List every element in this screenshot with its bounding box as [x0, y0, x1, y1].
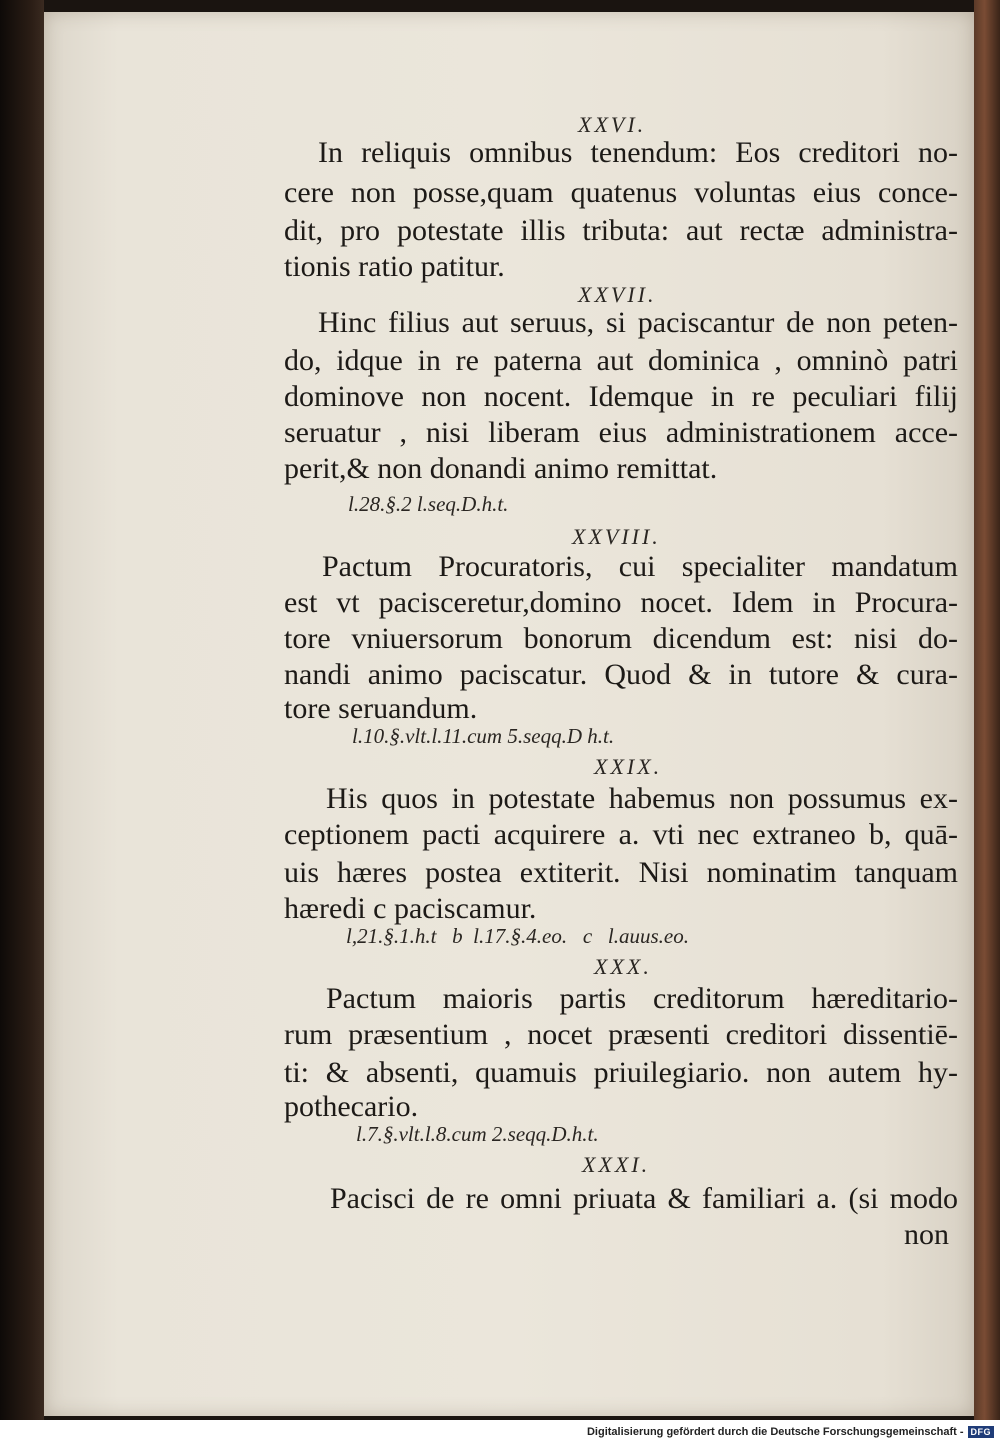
text-line: uis hæres postea extiterit. Nisi nominatim tanquam	[284, 856, 958, 889]
text-line: do, idque in re paterna aut dominica , omninò patri	[284, 344, 958, 377]
citation: l.10.§.vlt.l.11.cum 5.seqq.D h.t.	[352, 724, 615, 748]
text-line: Hinc filius aut seruus, si paciscantur de non peten-	[318, 306, 958, 339]
section-number: XXVI.	[578, 112, 647, 137]
section-number: XXXI.	[582, 1152, 651, 1177]
text-line: dit, pro potestate illis tributa: aut rectæ administra-	[284, 214, 958, 247]
book-cover-left-edge	[0, 0, 44, 1420]
text-line: nandi animo paciscatur. Quod & in tutore & cura-	[284, 658, 958, 691]
text-line: ti: & absenti, quamuis priuilegiario. non autem hy-	[284, 1056, 958, 1089]
text-line: hæredi c paciscamur.	[284, 892, 537, 925]
dfg-logo: DFG	[968, 1426, 995, 1438]
citation: l,21.§.1.h.t b l.17.§.4.eo. c l.auus.eo.	[346, 924, 689, 948]
text-line: His quos in potestate habemus non possumus ex-	[326, 782, 958, 815]
text-line: tionis ratio patitur.	[284, 250, 505, 283]
catchword: non	[904, 1218, 949, 1251]
text-line: pothecario.	[284, 1090, 419, 1123]
section-number: XXVIII.	[572, 524, 661, 549]
text-line: tore vniuersorum bonorum dicendum est: nisi do-	[284, 622, 958, 655]
text-line: cere non posse,quam quatenus voluntas eius conce-	[284, 176, 958, 209]
citation: l.28.§.2 l.seq.D.h.t.	[348, 492, 509, 516]
text-line: dominove non nocent. Idemque in re peculiari filij	[284, 380, 958, 413]
citation: l.7.§.vlt.l.8.cum 2.seqq.D.h.t.	[356, 1122, 599, 1146]
digitization-footer	[587, 1423, 994, 1441]
section-number: XXVII.	[578, 282, 657, 307]
section-number: XXIX.	[594, 754, 663, 779]
book-page	[44, 12, 974, 1416]
text-line: perit,& non donandi animo remittat.	[284, 452, 718, 485]
text-line: ceptionem pacti acquirere a. vti nec extraneo b, quā-	[284, 818, 958, 851]
text-line: seruatur , nisi liberam eius administrationem acce-	[284, 416, 958, 449]
text-line: rum præsentium , nocet præsenti creditori dissentiē-	[284, 1018, 958, 1051]
book-cover-right-edge	[974, 0, 1000, 1420]
text-line: Pactum Procuratoris, cui specialiter mandatum	[322, 550, 958, 583]
text-line: Pactum maioris partis creditorum hæreditario-	[326, 982, 958, 1015]
footer-text: Digitalisierung gefördert durch die Deutsche Forschungsgemeinschaft -	[586, 1426, 964, 1438]
section-number: XXX.	[594, 954, 652, 979]
text-line: In reliquis omnibus tenendum: Eos creditori no-	[318, 136, 958, 169]
text-line: Pacisci de re omni priuata & familiari a. (si modo	[330, 1182, 958, 1215]
text-line: est vt pacisceretur,domino nocet. Idem in Procura-	[284, 586, 958, 619]
text-line: tore seruandum.	[284, 692, 478, 725]
